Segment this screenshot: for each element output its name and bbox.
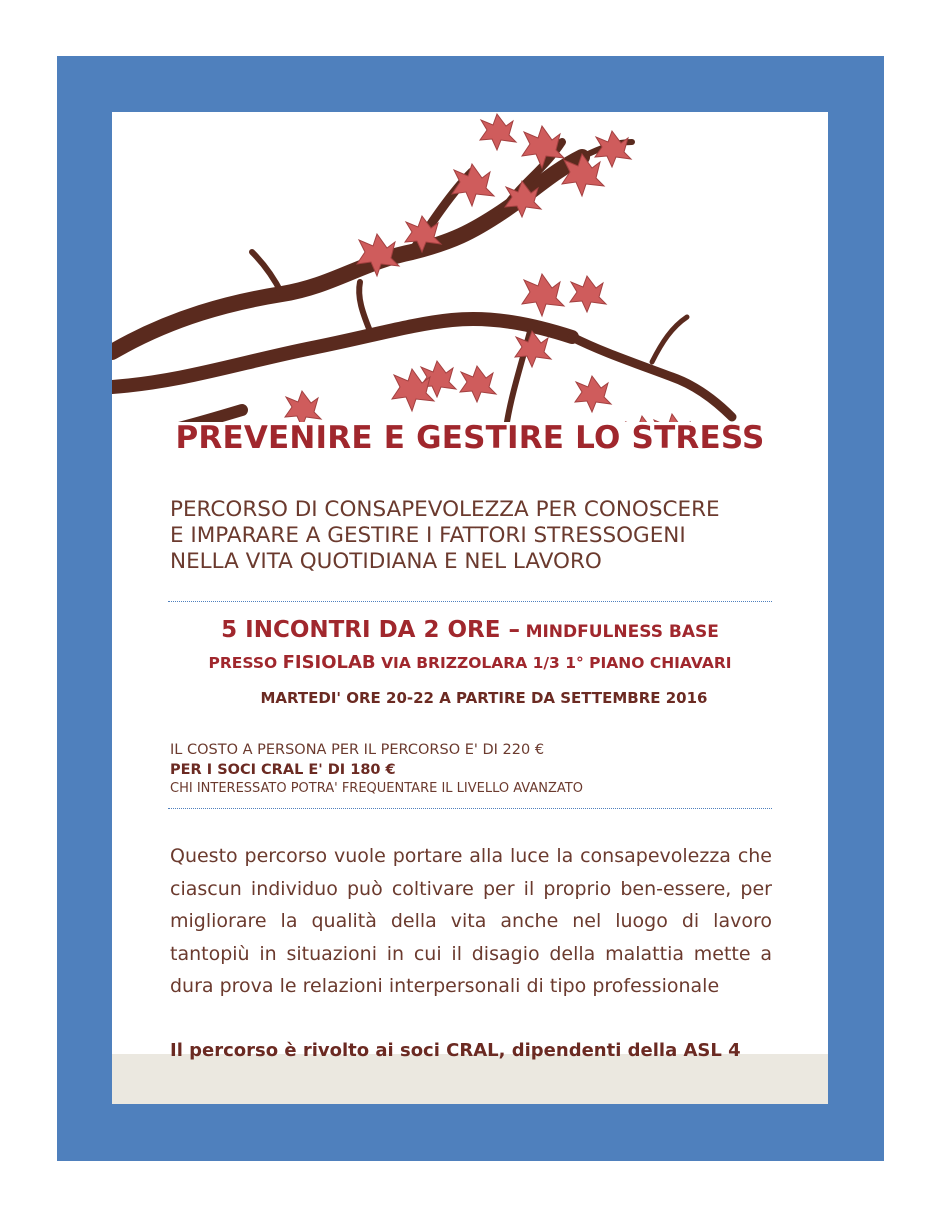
schedule-line: MARTEDI' ORE 20-22 A PARTIRE DA SETTEMBRE 2016 bbox=[260, 689, 708, 707]
flyer-card bbox=[112, 112, 828, 1104]
footer-band bbox=[112, 1054, 828, 1104]
subtitle bbox=[170, 497, 810, 575]
meetings-count: 5 INCONTRI DA 2 ORE – bbox=[221, 617, 520, 643]
cost-full-price: IL COSTO A PERSONA PER IL PERCORSO E' DI 220 € bbox=[170, 742, 545, 758]
venue-prefix: PRESSO bbox=[208, 654, 278, 672]
venue-line bbox=[112, 652, 828, 673]
subtitle-line: NELLA VITA QUOTIDIANA E NEL LAVORO bbox=[170, 549, 602, 574]
audience-note: Il percorso è rivolto ai soci CRAL, dipendenti della ASL 4 bbox=[170, 1040, 741, 1061]
subtitle-line: PERCORSO DI CONSAPEVOLEZZA PER CONOSCERE bbox=[170, 497, 720, 522]
page-title: PREVENIRE E GESTIRE LO STRESS bbox=[175, 420, 765, 456]
cost-block bbox=[170, 740, 790, 798]
dotted-divider bbox=[168, 601, 772, 602]
course-name: MINDFULNESS BASE bbox=[525, 622, 719, 642]
meetings-line bbox=[112, 617, 828, 643]
dotted-divider bbox=[168, 808, 772, 809]
venue-address: VIA BRIZZOLARA 1/3 1° PIANO CHIAVARI bbox=[381, 654, 732, 672]
cost-advanced-note: CHI INTERESSATO POTRA' FREQUENTARE IL LIVELLO AVANZATO bbox=[170, 781, 583, 796]
venue-name: FISIOLAB bbox=[282, 652, 376, 673]
subtitle-line: E IMPARARE A GESTIRE I FATTORI STRESSOGENI bbox=[170, 523, 686, 548]
cherry-blossom-branch-illustration bbox=[112, 112, 828, 422]
cost-member-price: PER I SOCI CRAL E' DI 180 € bbox=[170, 762, 396, 778]
description-paragraph: Questo percorso vuole portare alla luce la consapevolezza che ciascun individuo può coltivare per il proprio ben-essere, per migliorare la qualità della vita anche nel luogo di lavoro tantopiù in situazioni in cui il disagio della malattia mette a dura prova le relazioni interpersonali di tipo professionale bbox=[170, 845, 772, 997]
